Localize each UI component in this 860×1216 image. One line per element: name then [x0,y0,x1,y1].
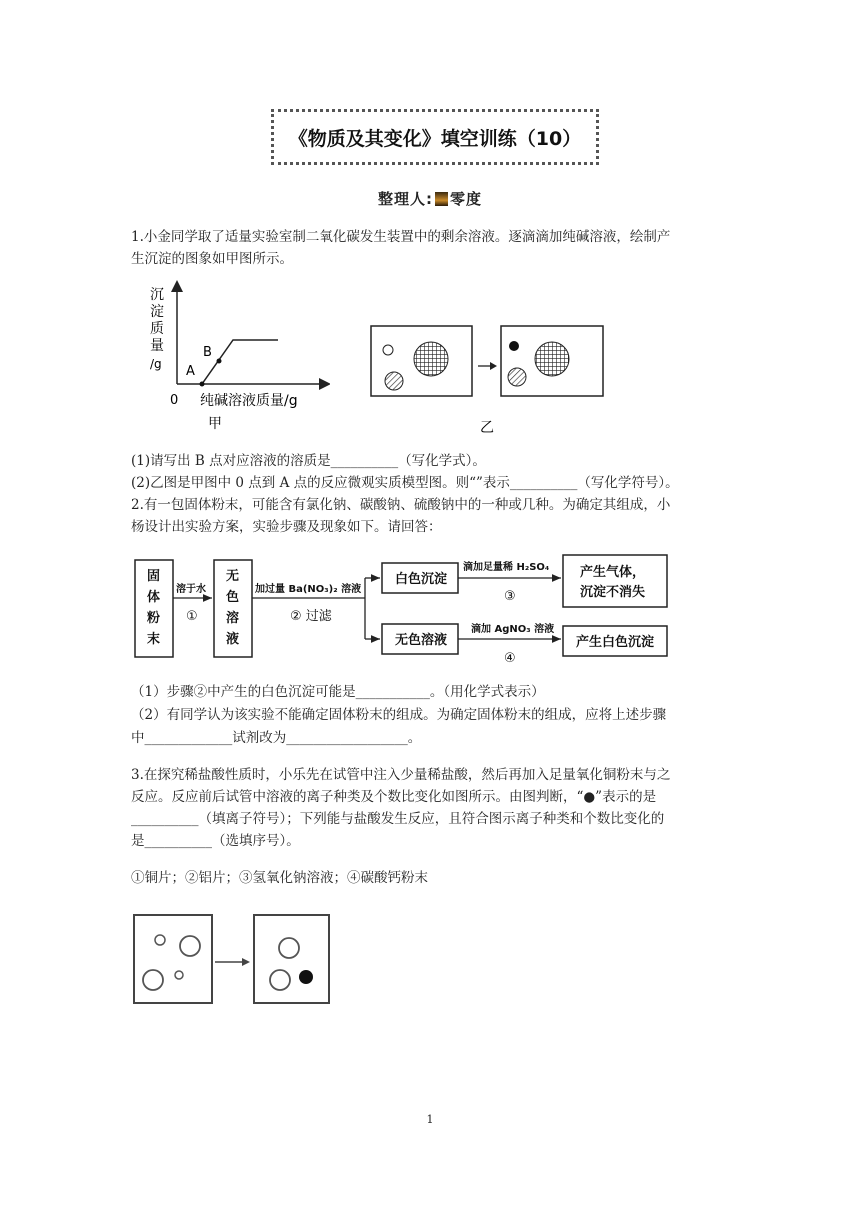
result-white-label: 产生白色沉淀 [576,635,655,650]
y-label-2: 淀 [150,304,164,320]
ion-before-box [134,915,212,1003]
colorless-char-2: 色 [226,590,240,605]
step1-label: ① [186,609,198,624]
add-reagent-label: 加过量 Ba(NO₃)₂ 溶液 [255,584,362,595]
author-prefix: 整理人: [377,190,433,208]
point-b [217,359,222,364]
graph-caption: 甲 [208,416,222,432]
filled-circle [509,341,519,351]
result-gas-line1: 产生气体， [580,565,646,580]
grid-circle-after [535,342,569,376]
colorless-char-3: 溶 [226,611,240,626]
q3-options: ①铜片；②铝片；③氢氧化钠溶液；④碳酸钙粉末 [131,870,428,886]
y-label-4: 量 [150,338,164,354]
colorless-char-4: 液 [226,632,240,647]
add-silver-label: 滴加 AgNO₃ 溶液 [471,624,555,635]
micro-caption: 乙 [480,420,494,436]
label-a: A [186,364,195,379]
q1-graph [140,280,330,440]
page-number: 1 [426,1113,434,1126]
q1-sub2: (2)乙图是甲图中 0 点到 A 点的反应微观实质模型图。则“”表示__________（写化学符号）。 [131,475,679,491]
colorless-char-1: 无 [226,569,240,584]
q1-stem-line2: 生沉淀的图象如甲图所示。 [131,251,293,267]
author-name: 零度 [449,190,482,208]
step3-label: ③ [504,589,516,604]
small-circle [383,345,393,355]
q3-stem-line1: 3.在探究稀盐酸性质时，小乐先在试管中注入少量稀盐酸，然后再加入足量氧化铜粉末与之 [131,767,671,783]
step4-label: ④ [504,651,516,666]
y-unit: /g [150,357,162,371]
hatch-circle [385,372,403,390]
q3-stem-line2: 反应。反应前后试管中溶液的离子种类及个数比变化如图所示。由图判断，“●”表示的是 [131,789,657,805]
grid-circle [414,342,448,376]
q1-micro-model [368,318,608,440]
solid-char-1: 固 [147,569,161,584]
page-title: 《物质及其变化》填空训练（10） [271,109,599,165]
label-b: B [203,345,212,360]
y-label-1: 沉 [150,287,164,303]
graph-line [202,340,278,384]
hatch-circle-after [508,368,526,386]
colorless-solution-label: 无色溶液 [395,633,448,648]
flag-icon [435,192,448,206]
filled-ion [299,970,313,984]
q2-flowchart [130,548,710,670]
q2-sub2-line2: 中_____________试剂改为__________________。 [131,730,422,746]
solid-char-3: 粉 [147,611,161,626]
dissolve-label: 溶于水 [176,584,206,595]
q1-sub1: (1)请写出 B 点对应溶液的溶质是__________（写化学式）。 [131,453,486,469]
white-ppt-label: 白色沉淀 [395,572,448,587]
q2-sub2-line1: （2）有同学认为该实验不能确定固体粉末的组成。为确定固体粉末的组成，应将上述步骤 [131,707,667,723]
x-label: 纯碱溶液质量/g [200,393,298,409]
q3-stem-line4: 是__________（选填序号）。 [131,833,300,849]
q2-stem-line1: 2.有一包固体粉末，可能含有氯化钠、碳酸钠、硫酸钠中的一种或几种。为确定其组成，小 [131,497,671,513]
author-line [0,188,860,209]
step2-label: ② 过滤 [290,609,332,624]
q2-stem-line2: 杨设计出实验方案，实验步骤及现象如下。请回答： [131,519,442,535]
q3-ion-diagram [132,912,332,1007]
q3-stem-line3: __________（填离子符号）；下列能与盐酸发生反应，且符合图示离子种类和个数比变化的 [131,811,665,827]
solid-char-2: 体 [147,590,161,605]
origin-label: 0 [170,393,179,408]
add-acid-label: 滴加足量稀 H₂SO₄ [463,562,550,573]
point-a [200,382,205,387]
solid-char-4: 末 [147,632,161,647]
q1-stem-line1: 1.小金同学取了适量实验室制二氧化碳发生装置中的剩余溶液。逐滴滴加纯碱溶液，绘制产 [131,229,671,245]
ion-after-box [254,915,329,1003]
q2-sub1: （1）步骤②中产生的白色沉淀可能是___________。（用化学式表示） [131,684,545,700]
y-label-3: 质 [150,321,164,337]
result-gas-line2: 沉淀不消失 [580,585,646,600]
